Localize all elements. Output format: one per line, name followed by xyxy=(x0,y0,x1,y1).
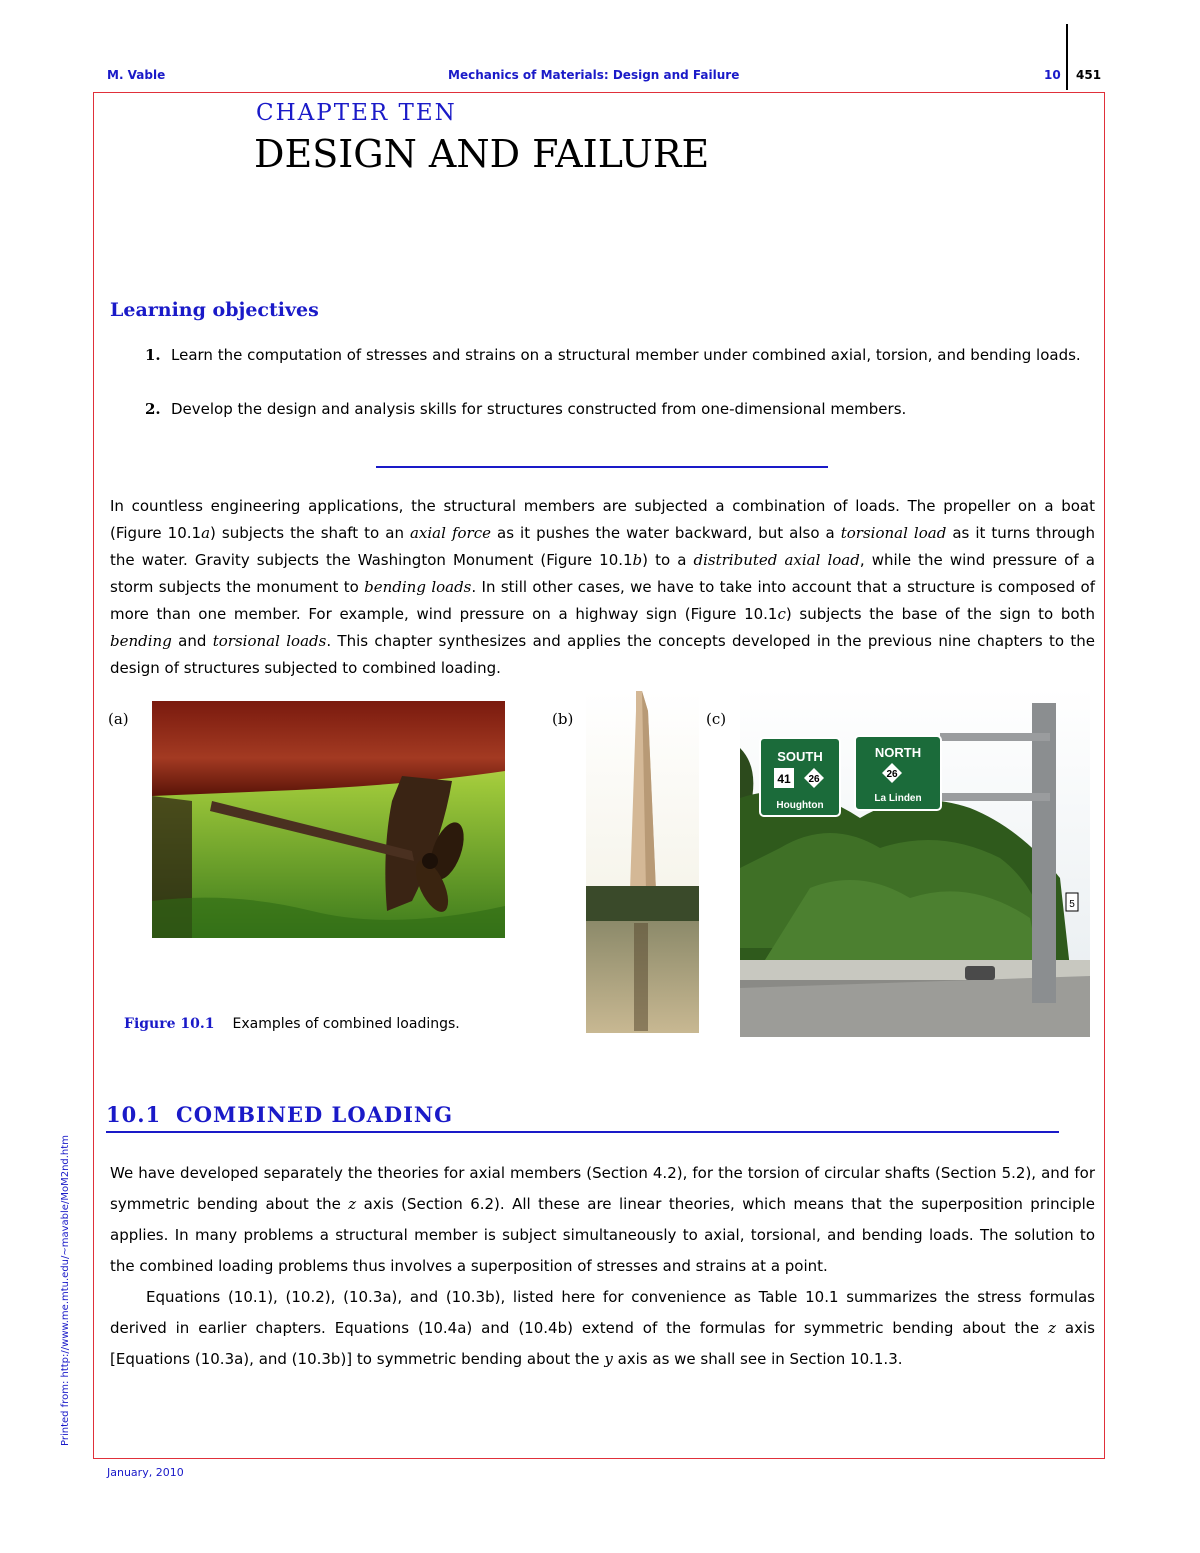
intro-paragraph: In countless engineering applications, the structural members are subjected a combination of loads. The propeller on a boat (Figure 10.1a) subjects the shaft to an axial force as it pushes the water backward, but also a torsional load as it turns through the water. Gravity subjects the Washington Monument (Figure 10.1b) to a distributed axial load, while the wind pressure of a storm subjects the monument to bending loads. In still other cases, we have to take into account that a structure is composed of more than one member. For example, wind pressure on a highway sign (Figure 10.1c) subjects the base of the sign to both bending and torsional loads. This chapter synthesizes and applies the concepts developed in the previous nine chapters to the design of structures subjected to combined loading. xyxy=(110,497,1096,677)
sign-south-city: Houghton xyxy=(776,800,824,811)
header-page-number: 451 xyxy=(1076,68,1102,82)
sign-south-label: SOUTH xyxy=(777,749,823,764)
washington-monument-photo xyxy=(586,691,699,1033)
figure-caption-text: Examples of combined loadings. xyxy=(232,1016,460,1032)
chapter-label: CHAPTER TEN xyxy=(256,100,457,126)
section-paragraph-2: Equations (10.1), (10.2), (10.3a), and (10.3b), listed here for convenience as Table 10.1 summarizes the stress formulas derived in earlier chapters. Equations (10.4a) and (10.4b) extend of the formulas for symmetric bending about the z axis [Equations (10.3a), and (10.3b)] to symmetric bending about the y axis as we shall see in Section 10.1.3. xyxy=(110,1288,1095,1368)
header-chapter-number: 10 xyxy=(1044,68,1061,82)
objective-text: Learn the computation of stresses and strains on a structural member under combined axial, torsion, and bending loads. xyxy=(171,346,1081,364)
learning-objectives-heading: Learning objectives xyxy=(110,299,319,321)
section-title: COMBINED LOADING xyxy=(176,1102,454,1127)
header-author: M. Vable xyxy=(107,68,166,82)
figure-caption xyxy=(124,1016,460,1032)
printed-from-sidebar: Printed from: http://www.me.mtu.edu/~mavable/MoM2nd.htm xyxy=(60,1135,71,1446)
section-heading-rule xyxy=(106,1131,1059,1133)
figure-label-a: (a) xyxy=(108,710,129,728)
header-divider xyxy=(1066,24,1068,90)
section-separator xyxy=(376,466,828,468)
header-book-title: Mechanics of Materials: Design and Failure xyxy=(448,68,740,82)
section-number: 10.1 xyxy=(106,1102,162,1127)
objective-text: Develop the design and analysis skills for structures constructed from one-dimensional members. xyxy=(171,400,907,418)
footer-date: January, 2010 xyxy=(107,1466,184,1479)
highway-sign-photo xyxy=(740,688,1090,1037)
objective-number: 1. xyxy=(145,346,161,364)
sign-north-city: La Linden xyxy=(874,793,922,804)
figure-label-c: (c) xyxy=(706,710,727,728)
objective-number: 2. xyxy=(145,400,161,418)
route-41-shield: 41 xyxy=(777,772,791,786)
small-route-sign: 5 xyxy=(1069,899,1075,910)
boat-propeller-photo xyxy=(152,701,505,938)
figure-label-b: (b) xyxy=(552,710,574,728)
section-body xyxy=(110,1158,1095,1375)
figure-caption-label: Figure 10.1 xyxy=(124,1016,215,1032)
section-paragraph-1: We have developed separately the theories for axial members (Section 4.2), for the torsion of circular shafts (Section 5.2), and for symmetric bending about the z axis (Section 6.2). All these are linear theories, which means that the superposition principle applies. In many problems a structural member is subject simultaneously to axial, torsional, and bending loads. The solution to the combined loading problems thus involves a superposition of stresses and strains at a point. xyxy=(110,1164,1095,1275)
route-26-north-shield: 26 xyxy=(886,769,898,780)
section-heading xyxy=(106,1102,453,1127)
route-26-shield: 26 xyxy=(808,774,820,785)
objective-item-1 xyxy=(145,342,1095,369)
objective-item-2 xyxy=(145,396,1095,423)
sign-north-label: NORTH xyxy=(874,745,922,760)
chapter-title: DESIGN AND FAILURE xyxy=(254,132,710,176)
